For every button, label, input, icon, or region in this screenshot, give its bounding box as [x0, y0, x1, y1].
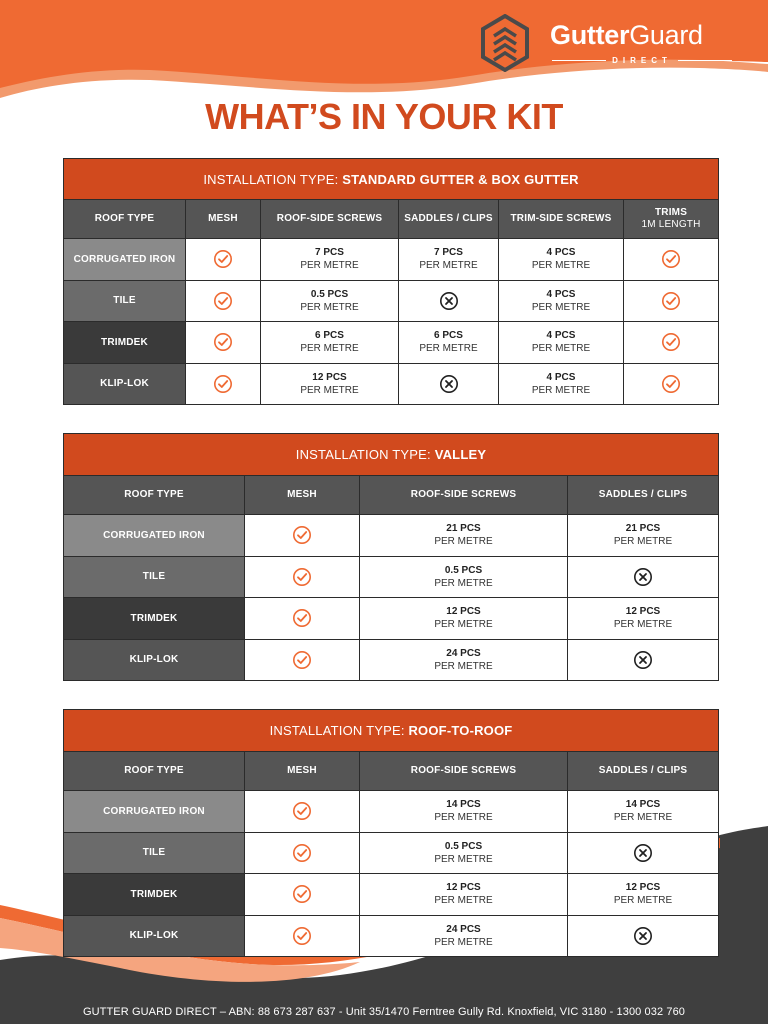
column-header: [568, 752, 719, 791]
table-cell: [499, 363, 624, 405]
kit-table-valley: [63, 433, 719, 681]
table-cell: [360, 874, 568, 916]
table-cell: [624, 239, 719, 281]
roof-type-label: TILE: [64, 280, 186, 322]
table-cell: [245, 791, 360, 833]
table-header-row: [64, 476, 719, 515]
quantity-unit: PER METRE: [531, 384, 591, 396]
column-header: [64, 752, 245, 791]
quantity-unit: PER METRE: [419, 260, 478, 272]
table-cell: [499, 239, 624, 281]
roof-type-label: TILE: [64, 556, 245, 598]
table-cell: [245, 915, 360, 957]
table-row: [64, 791, 719, 833]
column-header: [624, 200, 719, 239]
table-cell: [399, 363, 499, 405]
quantity-unit: PER METRE: [613, 619, 673, 631]
caption-type: STANDARD GUTTER & BOX GUTTER: [342, 171, 579, 187]
table-cell: [360, 791, 568, 833]
table-cell: [360, 639, 568, 681]
x-circle-icon: [633, 926, 653, 946]
column-header-label: MESH: [287, 765, 317, 776]
table-cell: [568, 556, 719, 598]
table-cell: [399, 239, 499, 281]
check-circle-icon: [213, 291, 233, 311]
check-circle-icon: [661, 374, 681, 394]
table-row: [64, 832, 719, 874]
quantity-unit: PER METRE: [419, 343, 478, 355]
roof-type-label: CORRUGATED IRON: [64, 791, 245, 833]
column-header-label: SADDLES / CLIPS: [598, 489, 688, 500]
table-row: [64, 639, 719, 681]
column-header-sublabel: 1M LENGTH: [641, 219, 701, 230]
quantity-value: 12 PCS: [446, 606, 481, 618]
quantity-value: 4 PCS: [546, 330, 576, 342]
table-cell: [499, 322, 624, 364]
quantity-value: 4 PCS: [546, 288, 576, 300]
table-cell: [499, 280, 624, 322]
table-row: [64, 280, 719, 322]
roof-type-label: CORRUGATED IRON: [64, 515, 245, 557]
table-row: [64, 598, 719, 640]
table-cell: [624, 280, 719, 322]
quantity-unit: PER METRE: [434, 812, 493, 824]
check-circle-icon: [292, 801, 312, 821]
logo-word-gutter: Gutter: [550, 20, 630, 50]
quantity-value: 0.5 PCS: [310, 288, 349, 300]
quantity-value: 12 PCS: [625, 606, 661, 618]
check-circle-icon: [292, 608, 312, 628]
table-cell: [245, 832, 360, 874]
table-cell: [360, 832, 568, 874]
table-cell: [568, 832, 719, 874]
quantity-value: 0.5 PCS: [444, 564, 483, 576]
brand-logo[interactable]: [480, 12, 750, 74]
table-cell: [360, 598, 568, 640]
kit-table-roof-to-roof: [63, 709, 719, 957]
logo-subtitle: [552, 56, 732, 65]
column-header-label: TRIMS: [654, 207, 688, 218]
quantity-value: 4 PCS: [546, 247, 576, 259]
quantity-unit: PER METRE: [434, 895, 493, 907]
column-header: [499, 200, 624, 239]
quantity-unit: PER METRE: [300, 301, 359, 313]
quantity-value: 12 PCS: [625, 882, 661, 894]
caption-prefix: INSTALLATION TYPE:: [269, 723, 409, 738]
table-row: [64, 322, 719, 364]
table-cell: [186, 322, 261, 364]
quantity-unit: PER METRE: [300, 260, 359, 272]
quantity-unit: PER METRE: [531, 260, 591, 272]
column-header: [360, 752, 568, 791]
caption-type: VALLEY: [434, 447, 487, 462]
roof-type-label: KLIP-LOK: [64, 639, 245, 681]
table-cell: [568, 639, 719, 681]
table-cell: [360, 915, 568, 957]
roof-type-label: TRIMDEK: [64, 598, 245, 640]
table-caption: [64, 710, 719, 752]
logo-rule-left: [552, 60, 606, 61]
caption-type: ROOF-TO-ROOF: [408, 723, 513, 738]
roof-type-label: TRIMDEK: [64, 322, 186, 364]
check-circle-icon: [292, 843, 312, 863]
x-circle-icon: [633, 567, 653, 587]
quantity-unit: PER METRE: [531, 301, 591, 313]
table-row: [64, 515, 719, 557]
table-cell: [245, 598, 360, 640]
table-cell: [245, 556, 360, 598]
column-header-label: MESH: [208, 213, 238, 224]
table-cell: [399, 322, 499, 364]
column-header-label: ROOF TYPE: [94, 213, 155, 224]
column-header: [399, 200, 499, 239]
table-cell: [261, 280, 399, 322]
column-header-label: ROOF-SIDE SCREWS: [276, 213, 383, 224]
logo-mark-icon: [480, 14, 530, 72]
column-header-label: ROOF-SIDE SCREWS: [410, 765, 517, 776]
check-circle-icon: [292, 650, 312, 670]
column-header-label: SADDLES / CLIPS: [404, 213, 493, 224]
x-circle-icon: [439, 291, 459, 311]
table-header-row: [64, 200, 719, 239]
roof-type-label: KLIP-LOK: [64, 363, 186, 405]
quantity-value: 21 PCS: [446, 523, 481, 535]
logo-wordmark: [550, 20, 703, 51]
check-circle-icon: [661, 291, 681, 311]
check-circle-icon: [661, 249, 681, 269]
roof-type-label: CORRUGATED IRON: [64, 239, 186, 281]
table-cell: [399, 280, 499, 322]
check-circle-icon: [292, 926, 312, 946]
quantity-unit: PER METRE: [613, 895, 673, 907]
logo-word-guard: Guard: [629, 20, 703, 50]
table-cell: [261, 363, 399, 405]
check-circle-icon: [292, 567, 312, 587]
column-header: [64, 476, 245, 515]
table-row: [64, 239, 719, 281]
quantity-unit: PER METRE: [434, 619, 493, 631]
table-cell: [568, 915, 719, 957]
x-circle-icon: [633, 650, 653, 670]
table-cell: [568, 874, 719, 916]
quantity-unit: PER METRE: [434, 853, 493, 865]
quantity-value: 24 PCS: [446, 647, 481, 659]
table-cell: [261, 322, 399, 364]
table-caption: [64, 434, 719, 476]
column-header-label: ROOF-SIDE SCREWS: [410, 489, 517, 500]
quantity-unit: PER METRE: [300, 343, 359, 355]
column-header-label: ROOF TYPE: [124, 765, 184, 776]
table-caption: [64, 159, 719, 200]
table-cell: [186, 363, 261, 405]
check-circle-icon: [661, 332, 681, 352]
column-header: [360, 476, 568, 515]
table-cell: [360, 556, 568, 598]
column-header-label: ROOF TYPE: [124, 489, 184, 500]
quantity-unit: PER METRE: [613, 536, 673, 548]
quantity-unit: PER METRE: [434, 536, 493, 548]
kit-table-standard-gutter: [63, 158, 719, 405]
check-circle-icon: [292, 884, 312, 904]
quantity-value: 21 PCS: [625, 523, 661, 535]
logo-rule-right: [678, 60, 732, 61]
quantity-value: 6 PCS: [315, 330, 344, 342]
footer-contact: GUTTER GUARD DIRECT – ABN: 88 673 287 637 - Unit 35/1470 Ferntree Gully Rd. Knoxfield, VIC 3180 - 1300 032 760: [82, 1006, 686, 1018]
table-row: [64, 874, 719, 916]
table-cell: [360, 515, 568, 557]
check-circle-icon: [292, 525, 312, 545]
quantity-unit: PER METRE: [531, 343, 591, 355]
column-header-label: SADDLES / CLIPS: [598, 765, 688, 776]
table-cell: [245, 515, 360, 557]
table-cell: [568, 598, 719, 640]
table-header-row: [64, 752, 719, 791]
table-row: [64, 556, 719, 598]
check-circle-icon: [213, 332, 233, 352]
x-circle-icon: [633, 843, 653, 863]
caption-prefix: INSTALLATION TYPE:: [295, 447, 435, 462]
table-cell: [624, 322, 719, 364]
table-cell: [568, 791, 719, 833]
quantity-value: 14 PCS: [625, 799, 661, 811]
quantity-value: 12 PCS: [446, 882, 481, 894]
check-circle-icon: [213, 249, 233, 269]
quantity-value: 4 PCS: [546, 371, 576, 383]
table-cell: [261, 239, 399, 281]
quantity-unit: PER METRE: [434, 577, 493, 589]
page-title: WHAT’S IN YOUR KIT: [205, 96, 563, 137]
table-row: [64, 915, 719, 957]
table-cell: [186, 280, 261, 322]
quantity-value: 12 PCS: [312, 371, 347, 383]
roof-type-label: TILE: [64, 832, 245, 874]
caption-prefix: INSTALLATION TYPE:: [203, 171, 343, 187]
quantity-unit: PER METRE: [613, 812, 673, 824]
table-cell: [186, 239, 261, 281]
column-header: [568, 476, 719, 515]
roof-type-label: TRIMDEK: [64, 874, 245, 916]
table-cell: [245, 639, 360, 681]
quantity-value: 24 PCS: [446, 923, 481, 935]
column-header: [245, 476, 360, 515]
table-row: [64, 363, 719, 405]
quantity-value: 7 PCS: [315, 247, 344, 259]
roof-type-label: KLIP-LOK: [64, 915, 245, 957]
column-header-label: TRIM-SIDE SCREWS: [510, 213, 612, 224]
table-cell: [624, 363, 719, 405]
check-circle-icon: [213, 374, 233, 394]
column-header-label: MESH: [287, 489, 317, 500]
column-header: [64, 200, 186, 239]
quantity-unit: PER METRE: [434, 660, 493, 672]
quantity-value: 0.5 PCS: [444, 840, 483, 852]
column-header: [245, 752, 360, 791]
column-header: [186, 200, 261, 239]
logo-subtitle-text: DIRECT: [612, 56, 672, 65]
quantity-value: 7 PCS: [434, 247, 463, 259]
column-header: [261, 200, 399, 239]
quantity-value: 14 PCS: [446, 799, 481, 811]
x-circle-icon: [439, 374, 459, 394]
quantity-unit: PER METRE: [434, 936, 493, 948]
table-cell: [245, 874, 360, 916]
quantity-value: 6 PCS: [434, 330, 463, 342]
quantity-unit: PER METRE: [300, 384, 359, 396]
table-cell: [568, 515, 719, 557]
